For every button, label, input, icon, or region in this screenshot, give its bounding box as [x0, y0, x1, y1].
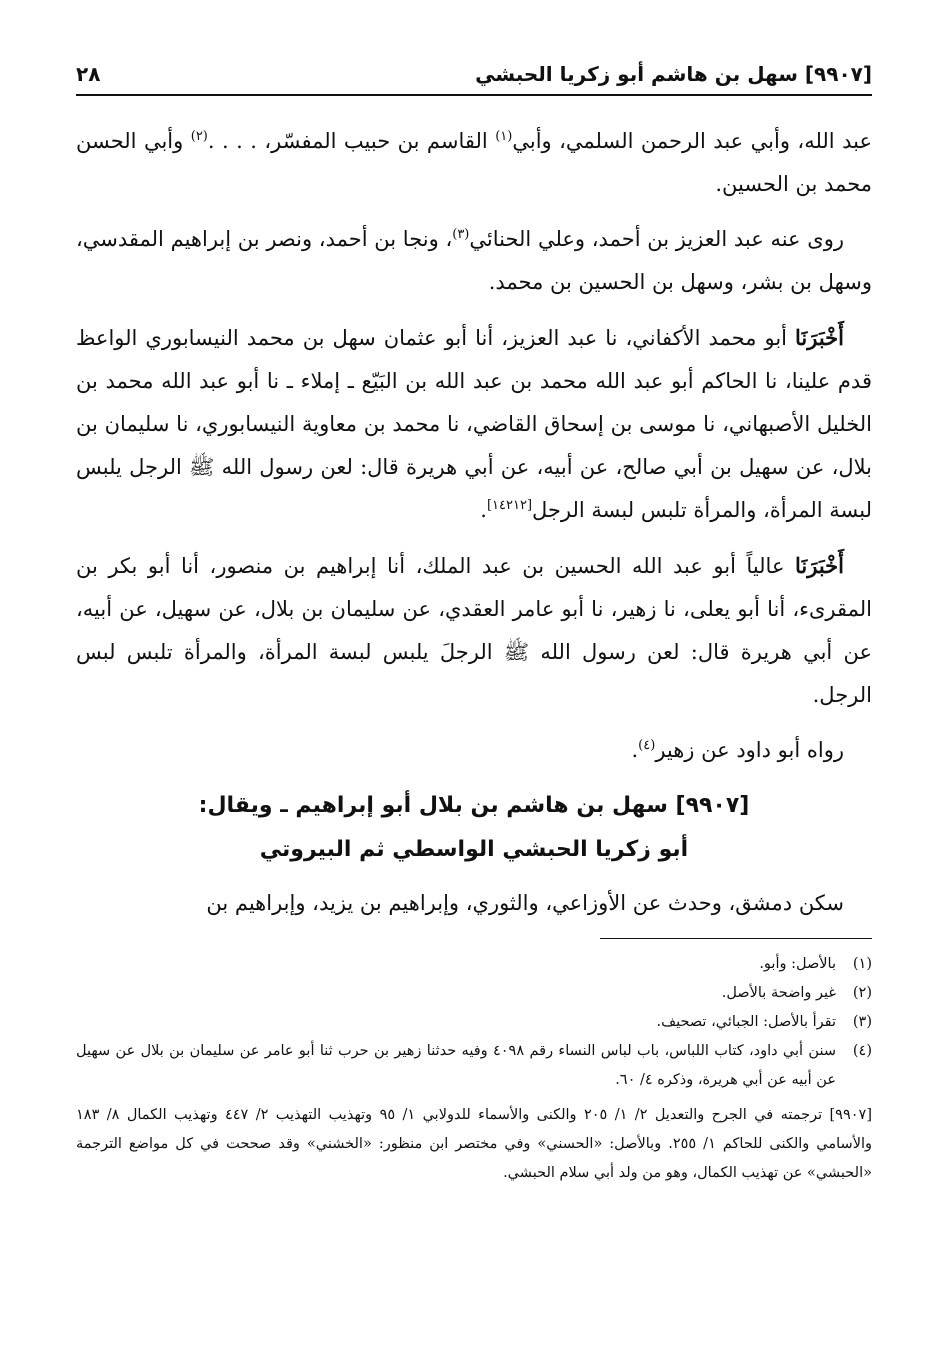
- text-run: القاسم بن حبيب المفسّر، . . . .: [207, 129, 496, 153]
- lead-word: أَخْبَرَنَا: [795, 553, 844, 578]
- footnote-number: (٢): [852, 985, 872, 1001]
- paragraph-5: [76, 729, 872, 772]
- biography-note: [٩٩٠٧] ترجمته في الجرح والتعديل ٢/ ١/ ٢٠٥ والكنى والأسماء للدولابي ١/ ٩٥ وتهذيب التهذيب ٢/ ٤٤٧ وتهذيب الكمال ٨/ ١٨٣ والأسامي والكنى للحاكم ١/ ٢٥٥. وبالأصل: «الحسني» وفي مختصر ابن منظور: «الخشني» وقد صححت في كل مواضع الترجمة «الحبشي» عن تهذيب الكمال، وهو من ولد أبي سلام الحبشي.: [76, 1107, 873, 1181]
- footnotes: [76, 950, 872, 1188]
- footnote-number: (٤): [852, 1043, 872, 1059]
- text-run: عالياً أبو عبد الله الحسين بن عبد الملك، أنا إبراهيم بن منصور، أنا أبو بكر بن المقرىء، أنا أبو يعلى، نا زهير، نا أبو عامر العقدي، عن سليمان بن بلال، عن سهيل، عن أبيه، عن أبي هريرة قال: لعن رسول الله ﷺ الرجلَ يلبس لبسة المرأة، والمرأة تلبس لبس الرجل.: [76, 554, 872, 707]
- paragraph-2: [76, 218, 872, 304]
- text-run: أبو محمد الأكفاني، نا عبد العزيز، أنا أبو عثمان سهل بن محمد النيسابوري الواعظ قدم علينا، نا الحاكم أبو عبد الله محمد بن عبد الله بن البَيّع ـ إملاء ـ نا أبو عبد الله محمد بن الخليل الأصبهاني، نا موسى بن إسحاق القاضي، نا محمد بن معاوية النيسابوري، نا سليمان بن بلال، عن سهيل بن أبي صالح، عن أبيه، عن أبي هريرة قال: لعن رسول الله ﷺ الرجل يلبس لبسة المرأة، والمرأة تلبس لبسة الرجل: [76, 326, 872, 522]
- footnote-3: [76, 1008, 872, 1037]
- text-run: عبد الله، وأبي عبد الرحمن السلمي، وأبي: [512, 129, 872, 153]
- footnote-1: [76, 950, 872, 979]
- running-title: [٩٩٠٧] سهل بن هاشم أبو زكريا الحبشي: [475, 62, 872, 86]
- footnote-text: غير واضحة بالأصل.: [721, 985, 836, 1001]
- header-rule: [76, 94, 872, 96]
- text-run: .: [480, 498, 487, 522]
- text-run: وأبي الحسن محمد بن الحسين.: [76, 129, 872, 196]
- hadith-number: [١٤٢١٢]: [486, 498, 533, 513]
- footnote-rule: [600, 938, 872, 939]
- main-text: [76, 120, 872, 937]
- text-run: روى عنه عبد العزيز بن أحمد، وعلي الحنائي: [469, 227, 845, 251]
- entry-opening-line: سكن دمشق، وحدث عن الأوزاعي، والثوري، وإبراهيم بن يزيد، وإبراهيم بن: [206, 891, 844, 915]
- entry-heading-line-2: أبو زكريا الحبشي الواسطي ثم البيروتي: [259, 837, 689, 862]
- footnote-number: (٣): [852, 1014, 872, 1030]
- lead-word: أَخْبَرَنَا: [795, 325, 844, 350]
- text-run: .: [631, 738, 639, 762]
- footnote-text: سنن أبي داود، كتاب اللباس، باب لباس النساء رقم ٤٠٩٨ وفيه حدثنا زهير بن حرب ثنا أبو عامر عن سليمان بن بلال عن سهيل عن أبيه عن أبي هريرة، وذكره ٤/ ٦٠.: [76, 1043, 836, 1088]
- paragraph-3: [76, 316, 872, 532]
- entry-heading-line-1: [٩٩٠٧] سهل بن هاشم بن بلال أبو إبراهيم ـ ويقال:: [198, 793, 750, 818]
- page-number: ٢٨: [76, 62, 101, 86]
- footnote-number: (١): [852, 956, 872, 972]
- paragraph-4: [76, 544, 872, 717]
- footnote-text: بالأصل: وأبو.: [759, 956, 836, 972]
- footnote-ref: (٣): [452, 227, 470, 242]
- text-run: ، ونجا بن أحمد، ونصر بن إبراهيم المقدسي، وسهل بن بشر، وسهل بن الحسين بن محمد.: [76, 227, 872, 294]
- page-header: [76, 56, 872, 92]
- footnote-4: [76, 1037, 872, 1095]
- paragraph-1: [76, 120, 872, 206]
- entry-heading: [76, 784, 872, 872]
- footnote-text: تقرأ بالأصل: الجبائي، تصحيف.: [656, 1014, 836, 1030]
- footnote-ref: (٤): [638, 738, 656, 753]
- footnote-2: [76, 979, 872, 1008]
- footnote-ref: (١): [495, 129, 513, 144]
- text-run: رواه أبو داود عن زهير: [655, 738, 844, 762]
- footnote-ref: (٢): [190, 129, 208, 144]
